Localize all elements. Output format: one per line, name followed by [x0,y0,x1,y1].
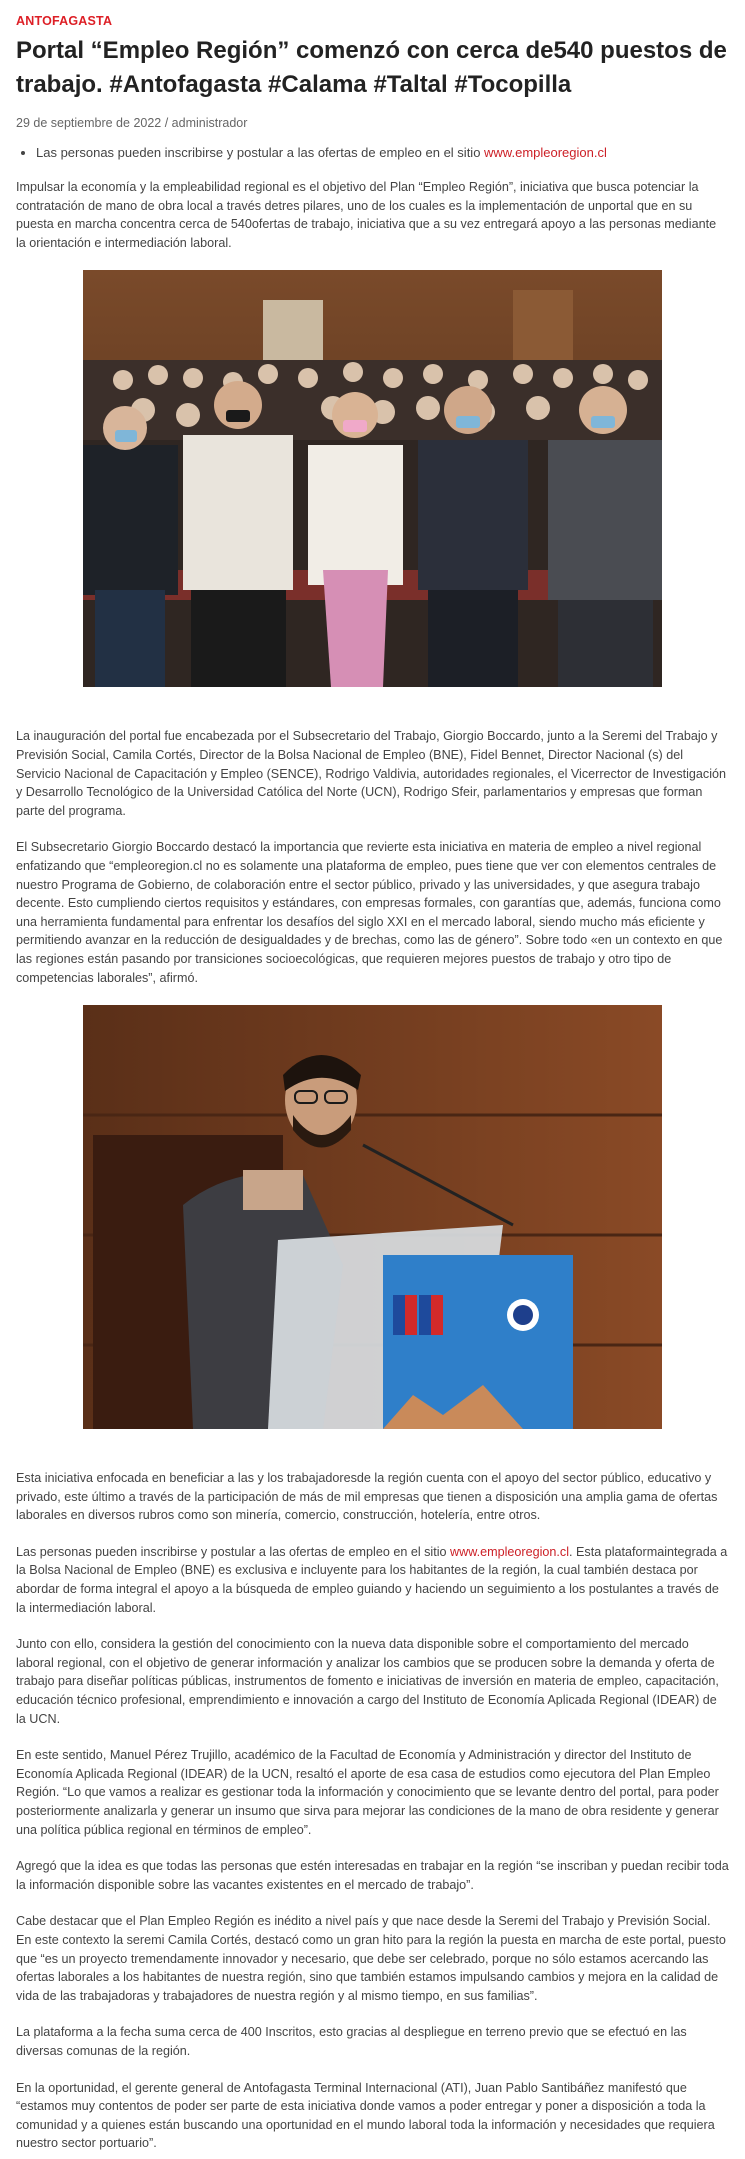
article-meta [16,116,729,130]
paragraph-seremi: Cabe destacar que el Plan Empleo Región es inédito a nivel país y que nace desde la Seremi del Trabajo y Previsión Social. En este contexto la seremi Camila Cortés, destacó como un gran hito para la región la puesta en marcha de este portal, puesto que “es un proyecto tremendamente innovador y necesario, que debe ser celebrado, porque no sólo estamos acercando las ofertas laborales a los habitantes de nuestra región, sino que también estamos impulsando cambios y mejora en la calidad de vida de las trabajadoras y trabajadores de nuestra región y al mismo tiempo, en sus familias”. [16,1914,726,2003]
paragraph-idear: En este sentido, Manuel Pérez Trujillo, académico de la Facultad de Economía y Administración y director del Instituto de Economía Aplicada Regional (IDEAR) de la UCN, resaltó el aporte de esa casa de estudios como ejecutora del Plan Empleo Región. “Lo que vamos a realizar es gestionar toda la información y conocimiento que se levante dentro del portal, para poder posteriormente analizarla y generar un insumo que sirva para mejorar las condiciones de la mano de obra residente y generar una política pública regional en términos de empleo”. [16,1748,719,1837]
event-audience-photo [83,270,662,687]
category-label[interactable]: ANTOFAGASTA [16,14,113,28]
paragraph-apoyo: Esta iniciativa enfocada en beneficiar a las y los trabajadoresde la región cuenta con el apoyo del sector público, educativo y privado, este último a través de la participación de más de mil empresas que tienen a disposición una amplia gama de ofertas laborales en diversos rubros como son minería, comercio, construcción, hotelería, entre otros. [16,1471,718,1523]
paragraph-conocimiento: Junto con ello, considera la gestión del conocimiento con la nueva data disponible sobre el comportamiento del mercado laboral regional, con el objetivo de generar información y analizar los cambios que se producen sobre la demanda y oferta de trabajo para diseñar políticas públicas, instrumentos de fomento e iniciativas de inversión en materia de empleo, capacitación, educación técnico profesional, emprendimiento e innovación a cargo del Instituto de Economía Aplicada Regional (IDEAR) de la UCN. [16,1637,719,1726]
summary-item [36,144,729,162]
summary-list [16,144,729,162]
paragraph-inauguration: La inauguración del portal fue encabezada por el Subsecretario del Trabajo, Giorgio Boccardo, junto a la Seremi del Trabajo y Previsión Social, Camila Cortés, Director de la Bolsa Nacional de Empleo (BNE), Fidel Bennet, Director Nacional (s) del Servicio Nacional de Capacitación y Empleo (SENCE), Rodrigo Valdivia, autoridades regionales, el Vicerrector de Investigación y Desarrollo Tecnológico de la Universidad Católica del Norte (UCN), Rodrigo Sfeir, parlamentarios y empresas que forman parte del programa. [16,729,727,818]
summary-text: Las personas pueden inscribirse y postular a las ofertas de empleo en el sitio [36,145,485,160]
author-link[interactable]: administrador [171,116,248,130]
inscripcion-text-before: Las personas pueden inscribirse y postular a las ofertas de empleo en el sitio [16,1544,451,1559]
paragraph-intro: Impulsar la economía y la empleabilidad regional es el objetivo del Plan “Empleo Región”, iniciativa que busca potenciar la contratación de mano de obra local a través detres pilares, uno de los cuales es la implementación de unportal que en su puesta en marcha concentra cerca de 540ofertas de trabajo, iniciativa que a su vez entregará apoyo a las personas mediante la orientación e intermediación laboral. [16,180,717,250]
empleoregion-inline-link[interactable]: www.empleoregion.cl [450,1544,570,1559]
meta-separator: / [161,116,172,130]
article-title: Portal “Empleo Región” comenzó con cerca de540 puestos de trabajo. #Antofagasta #Calama #Taltal #Tocopilla [16,37,727,98]
paragraph-subsecretario: El Subsecretario Giorgio Boccardo destacó la importancia que revierte esta iniciativa en materia de empleo a nivel regional enfatizando que “empleoregion.cl no es solamente una plataforma de empleo, pues tiene que ver con elementos centrales de nuestro Programa de Gobierno, de colaboración entre el sector público, privado y las universidades, y que asegura trabajo decente. Esto cumpliendo ciertos requisitos y estándares, con empresas formales, con garantías que, además, funciona como una herramienta fundamental para enfrentar los desafíos del siglo XXI en el mercado laboral, siendo mucho más eficiente y permitiendo avanzar en la reducción de desigualdades y de brechas, como las de género”. Sobre todo «en un contexto en que las regiones están pasando por transiciones socioecológicas, que requieren mejores puestos de trabajo y otro tipo de competencias laborales”, afirmó. [16,840,723,985]
empleoregion-link[interactable]: www.empleoregion.cl [484,145,607,160]
speaker-podium-photo [83,1005,662,1429]
inscripcion-text-after: . Esta plataformaintegrada a la Bolsa Nacional de Empleo (BNE) es exclusiva e incluyente para los habitantes de la región, la cual también destaca por abordar de forma integral el apoyo a la búsqueda de empleo guiando y haciendo un seguimiento a los postulantes a través de la intermediación laboral. [16,1544,728,1615]
paragraph-agrego: Agregó que la idea es que todas las personas que estén interesadas en trabajar en la región “se inscriban y puedan recibir toda la información disponible sobre las vacantes existentes en el mercado de trabajo”. [16,1859,729,1892]
publish-date: 29 de septiembre de 2022 [16,116,162,130]
paragraph-inscripcion [16,1543,729,1617]
paragraph-inscritos: La plataforma a la fecha suma cerca de 400 Inscritos, esto gracias al despliegue en terreno previo que se efectuó en las diversas comunas de la región. [16,2025,687,2058]
paragraph-ati: En la oportunidad, el gerente general de Antofagasta Terminal Internacional (ATI), Juan Pablo Santibáñez manifestó que “estamos muy contentos de poder ser parte de esta iniciativa donde vamos a poder entregar y poner a disposición a toda la comunidad y a quienes están buscando una oportunidad en el mundo laboral toda la información y necesidades que requiera nuestro sector portuario”. [16,2080,715,2151]
